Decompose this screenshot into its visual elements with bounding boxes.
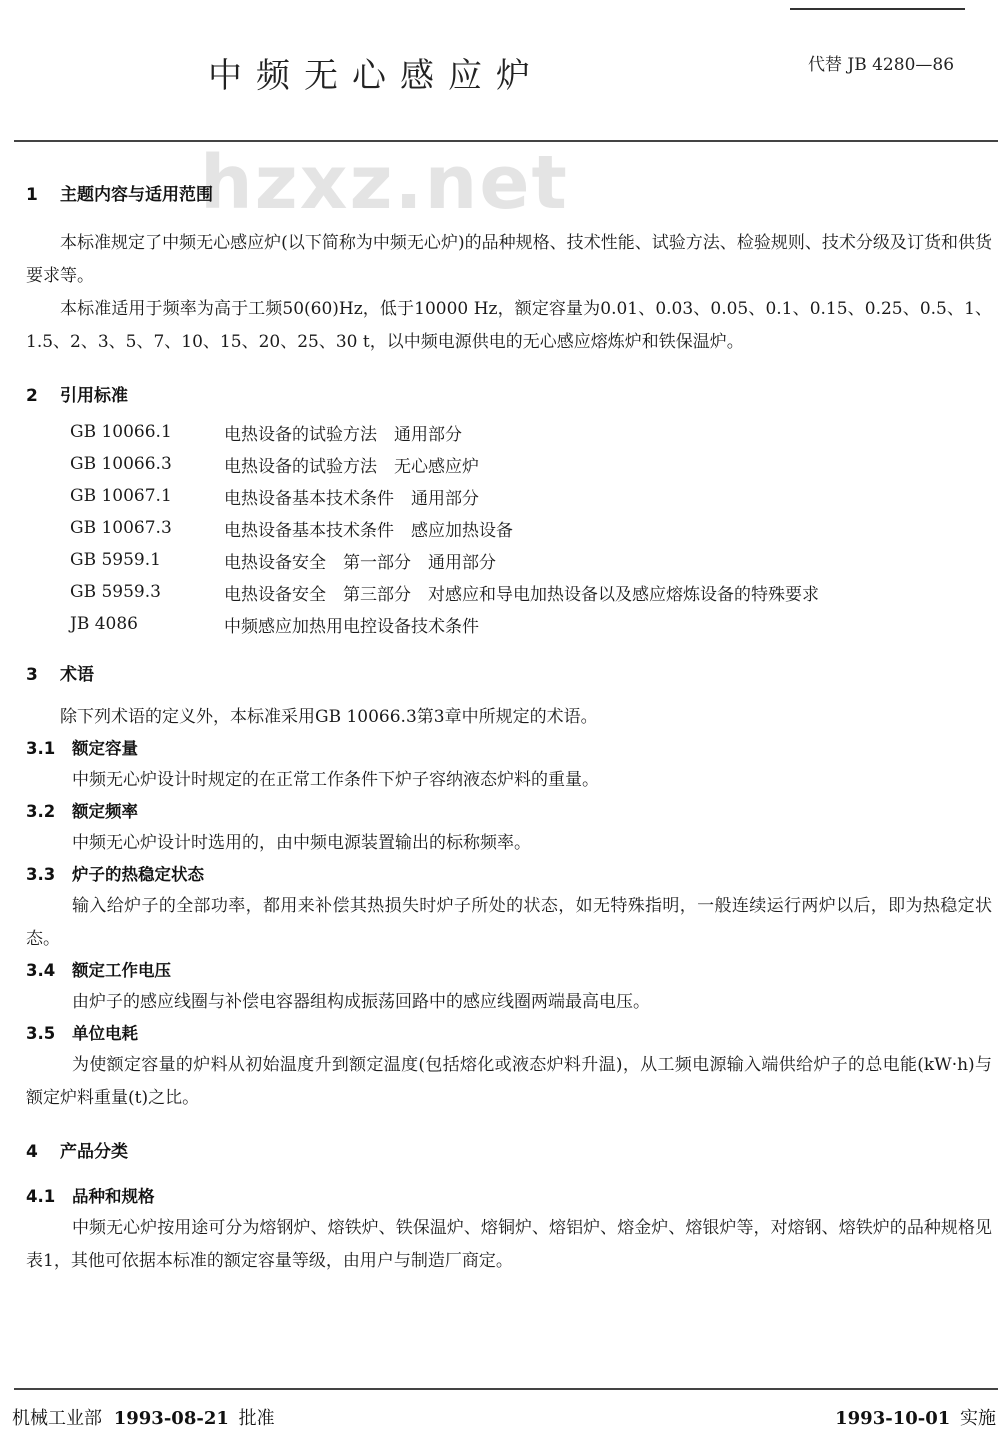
section-number: 2 [26,386,38,406]
section-title: 产品分类 [60,1142,128,1162]
subsection-4-1-heading [26,1182,992,1212]
list-item [70,512,819,544]
subsection-title: 额定工作电压 [72,961,171,980]
subsection-title: 额定频率 [72,802,138,821]
implementation-label: 实施 [960,1408,996,1429]
paragraph: 输入给炉子的全部功率，都用来补偿其热损失时炉子所处的状态，如无特殊指明，一般连续运行两炉以后，即为热稳定状态。 [26,896,992,949]
standard-name: 电热设备安全 第三部分 对感应和导电加热设备以及感应熔炼设备的特殊要求 [224,584,819,605]
paragraph: 由炉子的感应线圈与补偿电容器组构成振荡回路中的感应线圈两端最高电压。 [72,992,650,1012]
paragraph: 中频无心炉按用途可分为熔钢炉、熔铁炉、铁保温炉、熔铜炉、熔铝炉、熔金炉、熔银炉等，对熔钢、熔铁炉的品种规格见表1，其他可依据本标准的额定容量等级，由用户与制造厂商定。 [26,1218,992,1271]
subsection-title: 单位电耗 [72,1024,138,1043]
standard-name: 中频感应加热用电控设备技术条件 [224,616,479,637]
subsection-3-1-heading [26,734,992,764]
standard-code: JB 4086 [70,614,138,634]
standard-name: 电热设备的试验方法 通用部分 [224,424,462,445]
subsection-3-5-heading [26,1019,992,1049]
implementation-date: 1993-10-01 [835,1408,951,1429]
subsection-number: 3.3 [26,865,56,884]
paragraph: 为使额定容量的炉料从初始温度升到额定温度(包括熔化或液态炉料升温)，从工频电源输入端供给炉子的总电能(kW·h)与额定炉料重量(t)之比。 [26,1055,992,1108]
list-item [70,448,819,480]
paragraph: 除下列术语的定义外，本标准采用GB 10066.3第3章中所规定的术语。 [60,707,598,727]
subsection-number: 4.1 [26,1187,56,1206]
subsection-3-3-heading [26,860,992,890]
subsection-3-2-heading [26,797,992,827]
watermark: hzxz.net [200,140,569,226]
document-title: 中频无心感应炉 [208,56,544,96]
section-2-heading [26,381,992,406]
document-body [26,180,992,1278]
list-item [70,608,819,640]
footer-rule [14,1388,998,1390]
section-title: 术语 [60,665,94,685]
subsection-number: 3.1 [26,739,56,758]
approve-date: 1993-08-21 [113,1408,229,1429]
top-edge-mark [790,0,965,10]
standard-code: GB 10067.1 [70,486,172,506]
section-3-heading [26,660,992,685]
standard-name: 电热设备的试验方法 无心感应炉 [224,456,479,477]
list-item [70,416,819,448]
standard-code: GB 5959.1 [70,550,161,570]
standard-code: GB 10066.3 [70,454,172,474]
implementation-info [835,1404,996,1430]
standard-code: GB 5959.3 [70,582,161,602]
standard-name: 电热设备基本技术条件 通用部分 [224,488,479,509]
subsection-title: 炉子的热稳定状态 [72,865,204,884]
subsection-title: 额定容量 [72,739,138,758]
paragraph: 中频无心炉设计时选用的，由中频电源装置输出的标称频率。 [72,833,531,853]
paragraph: 本标准规定了中频无心感应炉(以下简称为中频无心炉)的品种规格、技术性能、试验方法、检验规则、技术分级及订货和供货要求等。 [26,233,992,286]
standard-code: GB 10066.1 [70,422,172,442]
standard-name: 电热设备安全 第一部分 通用部分 [224,552,496,573]
paragraph: 中频无心炉设计时规定的在正常工作条件下炉子容纳液态炉料的重量。 [72,770,599,790]
section-number: 3 [26,665,38,685]
subsection-number: 3.2 [26,802,56,821]
paragraph: 本标准适用于频率为高于工频50(60)Hz，低于10000 Hz，额定容量为0.01、0.03、0.05、0.1、0.15、0.25、0.5、1、1.5、2、3、5、7、10、15、20、25、30 t，以中频电源供电的无心感应熔炼炉和铁保温炉。 [26,299,992,352]
list-item [70,544,819,576]
referenced-standards-list [70,416,819,640]
subsection-title: 品种和规格 [72,1187,155,1206]
subsection-number: 3.4 [26,961,56,980]
list-item [70,576,819,608]
replaces-standard: 代替 JB 4280—86 [808,55,955,75]
approve-label: 批准 [238,1408,275,1429]
subsection-number: 3.5 [26,1024,56,1043]
section-number: 1 [26,185,38,205]
section-title: 引用标准 [60,386,128,406]
section-number: 4 [26,1142,38,1162]
issuer: 机械工业部 [12,1408,102,1429]
section-title: 主题内容与适用范围 [60,185,213,205]
section-4-heading [26,1137,992,1162]
list-item [70,480,819,512]
subsection-3-4-heading [26,956,992,986]
approval-info [12,1404,275,1430]
standard-code: GB 10067.3 [70,518,172,538]
section-1-heading [26,180,992,205]
standard-name: 电热设备基本技术条件 感应加热设备 [224,520,513,541]
